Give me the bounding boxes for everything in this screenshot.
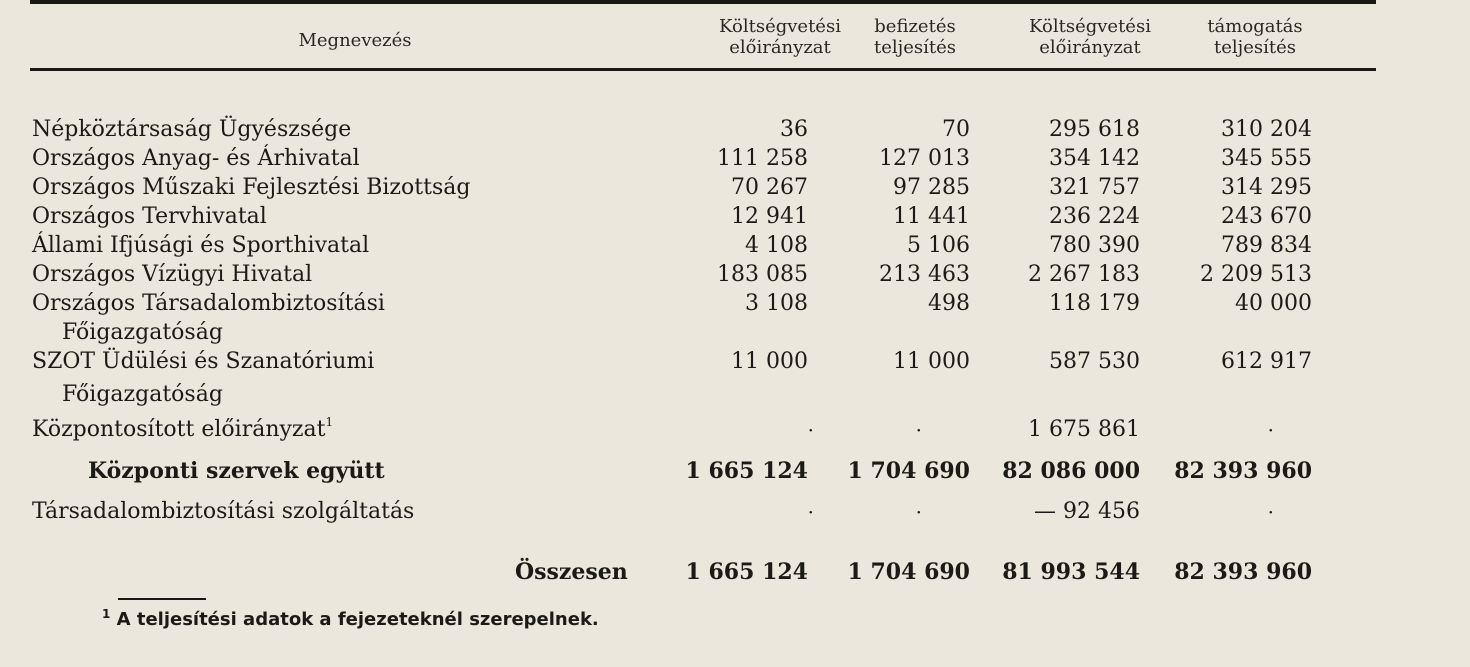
row-col2: 5 106 (907, 233, 970, 258)
grand-total-label: Összesen (515, 559, 628, 585)
row-name: SZOT Üdülési és Szanatóriumi (32, 349, 375, 374)
header-col3-line1: Költségvetési (1029, 16, 1151, 37)
header-col2 (860, 16, 970, 58)
header-col3-line2: előirányzat (1039, 37, 1141, 58)
header-col4-line1: támogatás (1207, 16, 1303, 37)
row-col1: 183 085 (717, 262, 808, 287)
row-col4: 2 209 513 (1200, 262, 1312, 287)
footnote-ref: 1 (325, 415, 334, 429)
row-col3: 321 757 (1049, 175, 1140, 200)
centralized-name (32, 416, 333, 444)
row-name: Országos Társadalombiztosítási (32, 291, 385, 316)
total-label: Központi szervek együtt (88, 458, 385, 484)
header-col2-line2: teljesítés (874, 37, 956, 58)
footnote-mark: 1 (102, 607, 111, 621)
row-col2: 11 000 (893, 349, 970, 374)
social-row (0, 498, 1470, 526)
row-col3: 2 267 183 (1028, 262, 1140, 287)
table-row (0, 145, 1470, 173)
total-col3: 82 086 000 (1002, 458, 1140, 484)
table-row (0, 348, 1470, 376)
row-name-line2: Főigazgatóság (62, 382, 223, 407)
table-row (0, 232, 1470, 260)
row-col2: 97 285 (893, 175, 970, 200)
grand-col4: 82 393 960 (1174, 559, 1312, 585)
header-col2-line1: befizetés (874, 16, 956, 37)
header-col4-line2: teljesítés (1214, 37, 1296, 58)
row-col3: 587 530 (1049, 349, 1140, 374)
header-name: Megnevezés (298, 30, 412, 51)
row-col2: 127 013 (879, 146, 970, 171)
centralized-row (0, 416, 1470, 444)
total-row (0, 457, 1470, 485)
grand-col3: 81 993 544 (1002, 559, 1140, 585)
empty-mark: · (1267, 500, 1274, 524)
row-name: Országos Anyag- és Árhivatal (32, 146, 360, 171)
header-col1 (690, 16, 870, 58)
row-col2: 70 (942, 117, 970, 142)
grand-col2: 1 704 690 (847, 559, 970, 585)
empty-mark: · (807, 500, 814, 524)
row-col4: 612 917 (1221, 349, 1312, 374)
table-row (0, 290, 1470, 318)
row-col3: 780 390 (1049, 233, 1140, 258)
row-col4: 345 555 (1221, 146, 1312, 171)
total-col2: 1 704 690 (847, 458, 970, 484)
footnote-rule (118, 598, 206, 600)
row-col3: 118 179 (1049, 291, 1140, 316)
row-col1: 4 108 (745, 233, 808, 258)
row-col3: 236 224 (1049, 204, 1140, 229)
row-col4: 243 670 (1221, 204, 1312, 229)
row-col1: 3 108 (745, 291, 808, 316)
row-col2: 498 (928, 291, 970, 316)
footnote-text: A teljesítési adatok a fejezeteknél szerepelnek. (116, 609, 599, 630)
header-col3 (1025, 16, 1155, 58)
row-name: Országos Műszaki Fejlesztési Bizottság (32, 175, 471, 200)
row-name-line2: Főigazgatóság (62, 320, 223, 345)
table-row (0, 261, 1470, 289)
header-col4 (1190, 16, 1320, 58)
total-col1: 1 665 124 (685, 458, 808, 484)
footnote (102, 608, 599, 632)
table-row (0, 174, 1470, 202)
grand-total-row (0, 558, 1470, 586)
row-name: Állami Ifjúsági és Sporthivatal (32, 233, 370, 258)
row-col4: 40 000 (1235, 291, 1312, 316)
header-col1-line1: Költségvetési (719, 16, 841, 37)
table-row (0, 116, 1470, 144)
row-name: Országos Tervhivatal (32, 204, 267, 229)
row-col1: 11 000 (731, 349, 808, 374)
table-row-continuation (0, 381, 1470, 409)
row-col1: 70 267 (731, 175, 808, 200)
header-bottom-rule (30, 68, 1376, 71)
table-top-rule (30, 0, 1376, 4)
social-col3: — 92 456 (1034, 499, 1140, 524)
row-col1: 111 258 (717, 146, 808, 171)
table-row (0, 203, 1470, 231)
row-col4: 789 834 (1221, 233, 1312, 258)
empty-mark: · (807, 418, 814, 442)
row-col2: 213 463 (879, 262, 970, 287)
row-col3: 354 142 (1049, 146, 1140, 171)
header-col1-line2: előirányzat (729, 37, 831, 58)
row-name: Országos Vízügyi Hivatal (32, 262, 313, 287)
empty-mark: · (1267, 418, 1274, 442)
empty-mark: · (915, 500, 922, 524)
row-col4: 314 295 (1221, 175, 1312, 200)
total-col4: 82 393 960 (1174, 458, 1312, 484)
empty-mark: · (915, 418, 922, 442)
row-col1: 12 941 (731, 204, 808, 229)
social-name: Társadalombiztosítási szolgáltatás (32, 499, 415, 524)
row-col1: 36 (780, 117, 808, 142)
centralized-name-text: Központosított előirányzat (32, 417, 326, 442)
row-name: Népköztársaság Ügyészsége (32, 117, 352, 142)
centralized-col3: 1 675 861 (1028, 417, 1140, 442)
table-row-continuation (0, 319, 1470, 347)
grand-col1: 1 665 124 (685, 559, 808, 585)
row-col4: 310 204 (1221, 117, 1312, 142)
row-col2: 11 441 (893, 204, 970, 229)
row-col3: 295 618 (1049, 117, 1140, 142)
